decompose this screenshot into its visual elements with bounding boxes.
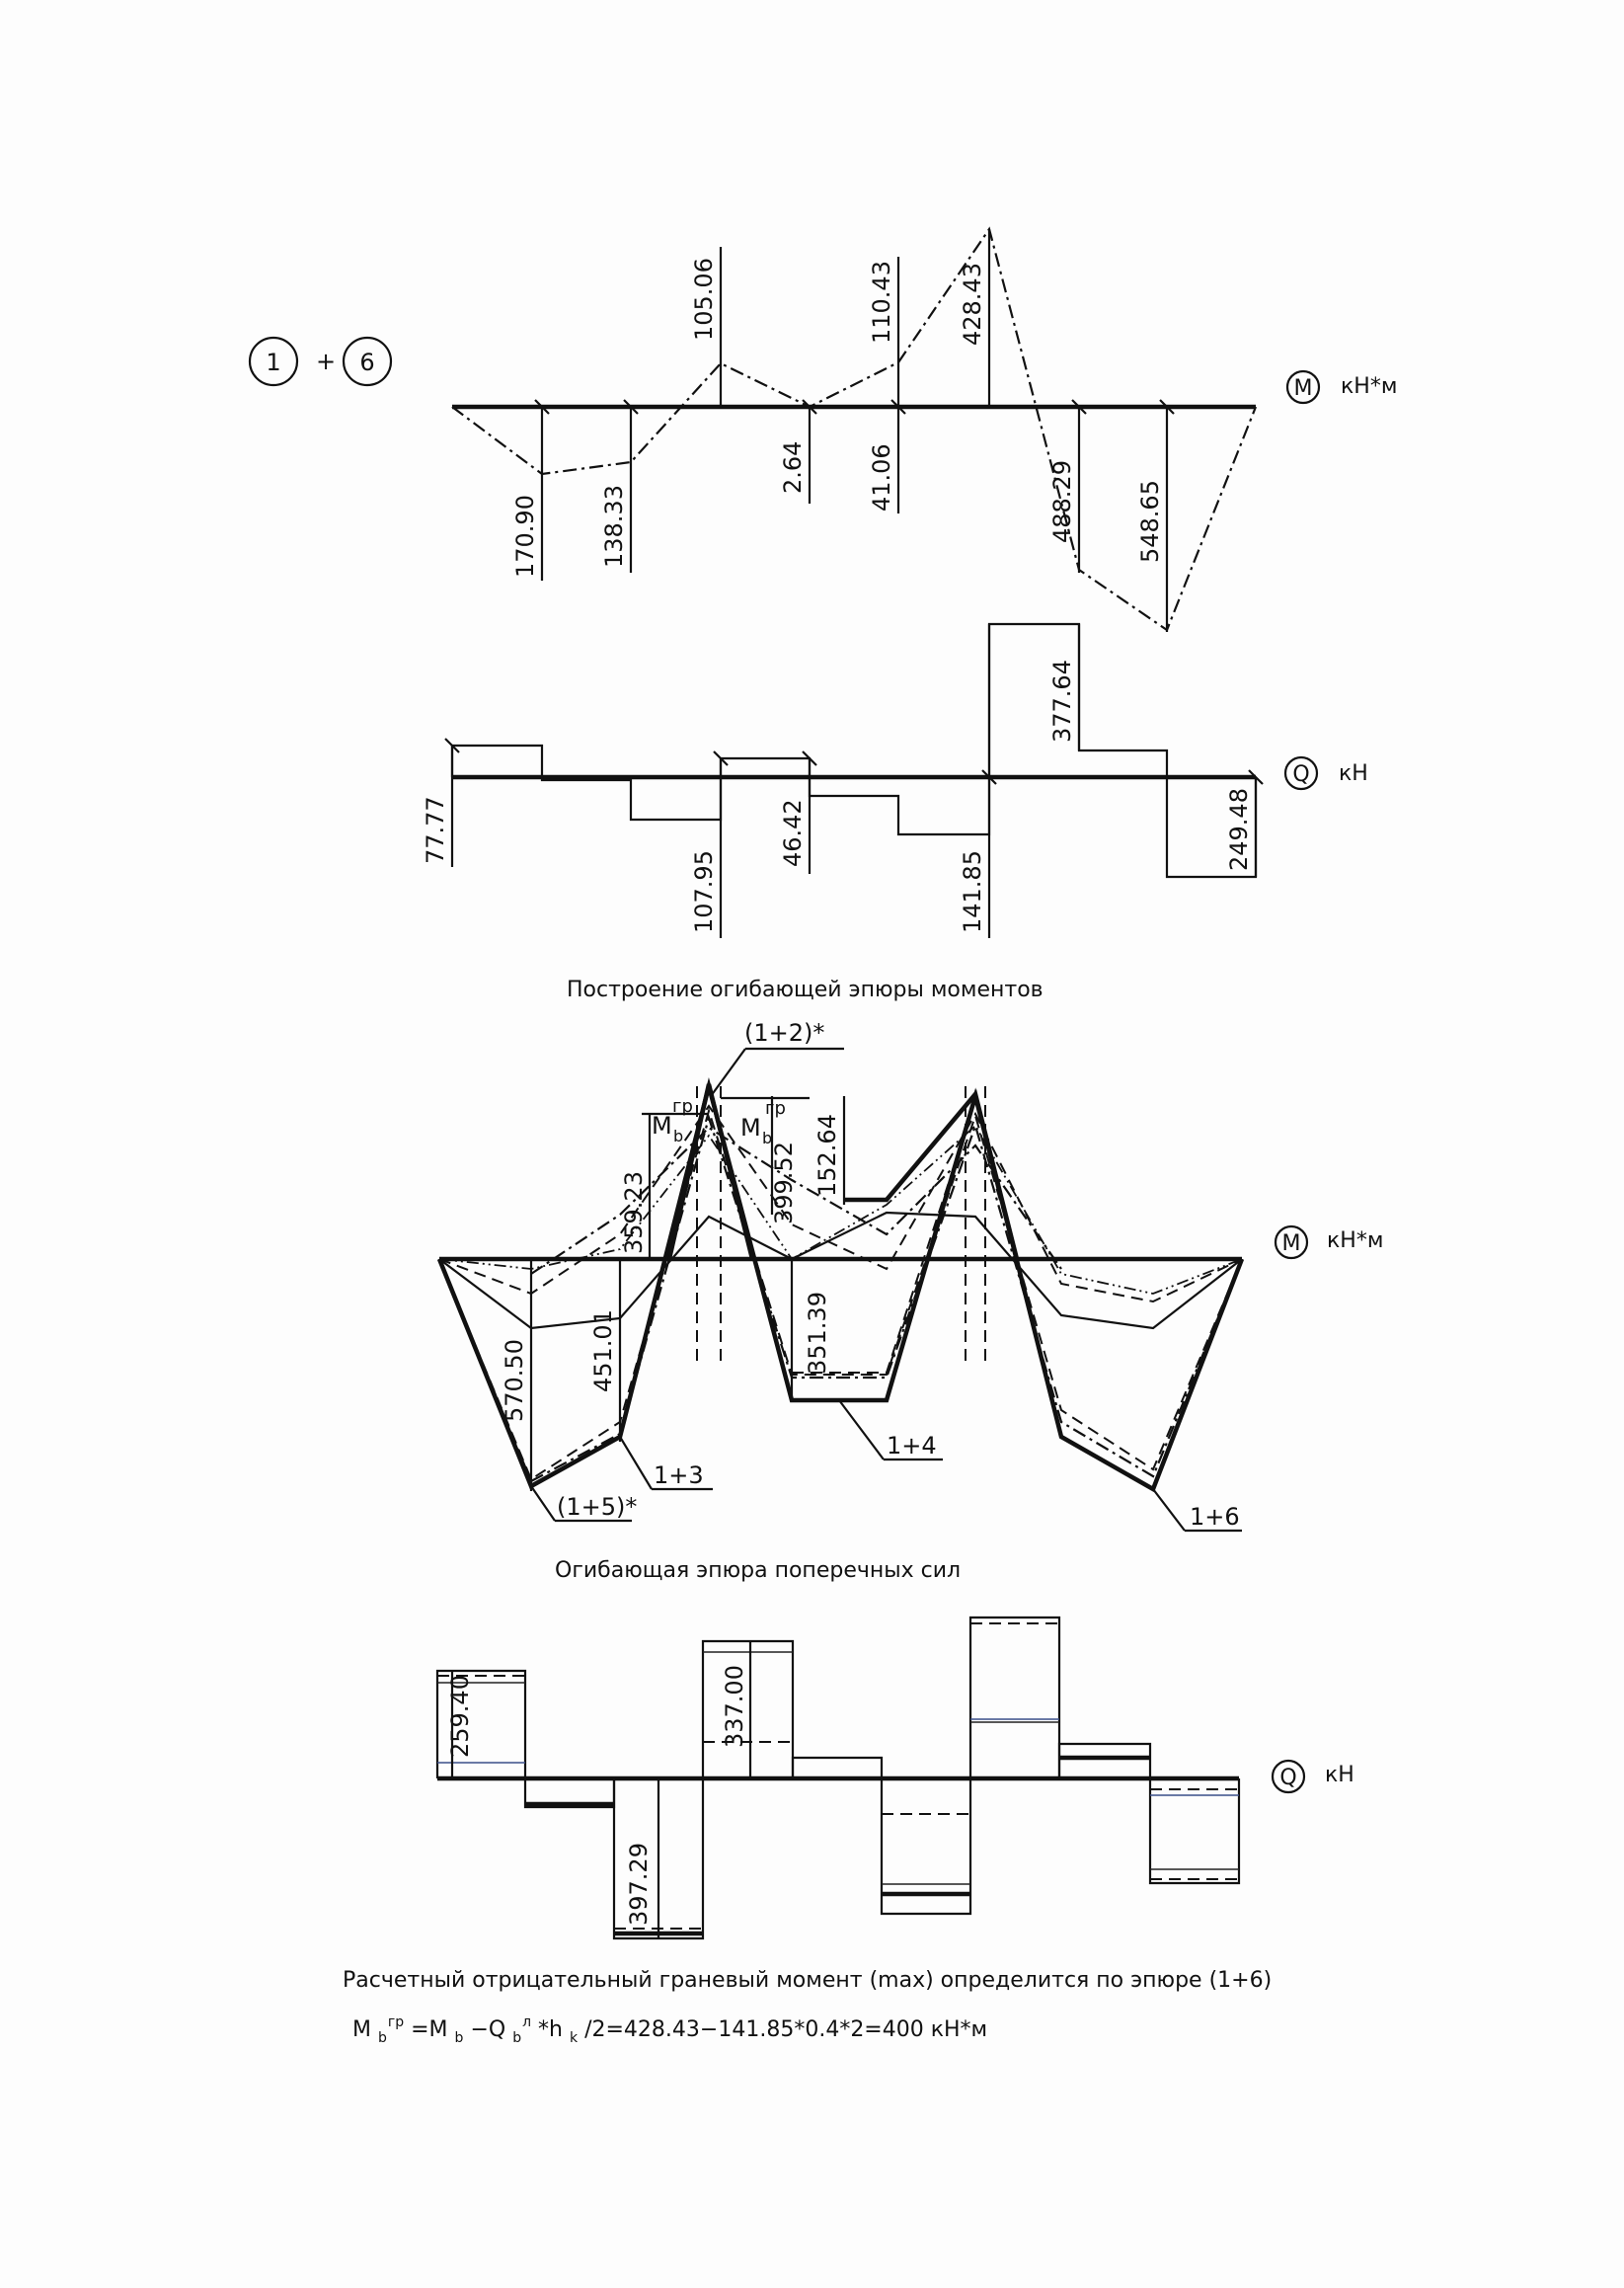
m-value-label: 428.43 [959, 263, 986, 346]
q3-unit: кН [1325, 1763, 1354, 1787]
m-unit: кН*м [1341, 374, 1398, 399]
combo-leader-1-4 [839, 1400, 884, 1460]
env-value-label: 359.23 [620, 1171, 648, 1254]
shear-envelope-diagram [437, 1617, 1354, 1938]
q-symbol: Q [1292, 762, 1310, 787]
m-value-label: 548.65 [1136, 480, 1164, 563]
formula-h-sub: k [569, 2030, 579, 2046]
env-value-label: 152.64 [813, 1114, 841, 1197]
m-value-label: 41.06 [868, 443, 895, 512]
combo-label-1-3: 1+3 [654, 1461, 704, 1489]
combo-circle-6-label: 6 [359, 349, 375, 376]
formula-minus: −Q [470, 2017, 506, 2042]
moment-envelope-diagram [439, 1019, 1383, 1531]
shear-env-span7-pos [1059, 1744, 1150, 1778]
formula-q-sup: л [522, 2014, 532, 2030]
mb-gr-left-symbol: M [652, 1112, 672, 1140]
env-value-label: 399.52 [770, 1142, 798, 1224]
formula-lhs-sub: b [377, 2030, 387, 2046]
moment-curve-1-6 [452, 229, 1256, 630]
q-value-label: 141.85 [959, 850, 986, 933]
shear-value-label: 337.00 [721, 1665, 748, 1748]
formula-mb-sub: b [454, 2030, 464, 2046]
mb-gr-right-sup: гр [765, 1098, 786, 1119]
shear-value-label: 397.29 [625, 1843, 653, 1926]
m2-symbol: M [1281, 1231, 1301, 1256]
q-value-label: 46.42 [779, 799, 807, 867]
shear-diagram-1-6 [422, 624, 1368, 938]
m-value-label: 488.29 [1048, 460, 1076, 543]
m2-unit: кН*м [1327, 1228, 1384, 1253]
m-value-label: 138.33 [600, 485, 628, 568]
q-value-label: 377.64 [1048, 660, 1076, 743]
combo-circle-1-label: 1 [266, 349, 281, 376]
env-value-label: 570.50 [501, 1339, 528, 1422]
combo-curve-1-2 [439, 1213, 1242, 1328]
formula-line [352, 2008, 987, 2048]
combo-plus: + [315, 348, 337, 375]
note-line: Расчетный отрицательный граневый момент (max) определится по эпюре (1+6) [343, 1968, 1273, 1993]
formula-eq1: =M [411, 2017, 448, 2042]
formula-rest1: *h [538, 2017, 563, 2042]
combo-leader-1-6 [1153, 1489, 1185, 1531]
m-value-label: 105.06 [690, 258, 718, 341]
shear-env-span6-pos [970, 1617, 1059, 1778]
q-value-label: 107.95 [690, 850, 718, 933]
formula-lhs-sup: гр [387, 2014, 405, 2030]
combo-leader-1-3 [620, 1437, 652, 1489]
moment-diagram-1-6 [250, 229, 1397, 632]
m-symbol: M [1293, 376, 1313, 401]
formula-rest2: /2=428.43−141.85*0.4*2=400 кН*м [584, 2017, 988, 2042]
combo-label-1-6: 1+6 [1190, 1503, 1240, 1531]
q-value-label: 77.77 [422, 796, 449, 864]
combo-label-1-2: (1+2)* [744, 1019, 825, 1047]
env-value-label: 351.39 [804, 1292, 831, 1375]
combo-leader-1-5 [531, 1486, 555, 1521]
mb-gr-right-sub: b [762, 1129, 773, 1147]
mb-gr-left-sub: b [673, 1127, 684, 1145]
m-value-label: 110.43 [868, 261, 895, 344]
combo-label-1-4: 1+4 [887, 1432, 937, 1460]
m-value-label: 170.90 [511, 495, 539, 578]
shear-value-label: 259.40 [446, 1675, 474, 1758]
formula-q-sub: b [512, 2030, 522, 2046]
caption-moment-envelope: Построение огибающей эпюры моментов [567, 978, 1044, 1002]
q-value-label: 249.48 [1225, 788, 1253, 871]
mb-gr-left-sup: гр [672, 1096, 693, 1117]
combo-leader-1-2-diag [711, 1049, 745, 1096]
mb-gr-right-symbol: M [740, 1114, 761, 1142]
combo-label-1-5: (1+5)* [557, 1493, 638, 1521]
caption-shear-envelope: Огибающая эпюра поперечных сил [555, 1558, 962, 1583]
formula-lhs: M [352, 2017, 371, 2042]
shear-env-span4-pos [793, 1758, 882, 1778]
m-value-label: 2.64 [779, 440, 807, 494]
q3-symbol: Q [1279, 1766, 1297, 1790]
q-unit: кН [1339, 761, 1368, 786]
shear-steps-1-6 [452, 624, 1256, 877]
shear-env-span8-neg [1150, 1778, 1239, 1883]
env-value-label: 451.01 [589, 1309, 617, 1392]
